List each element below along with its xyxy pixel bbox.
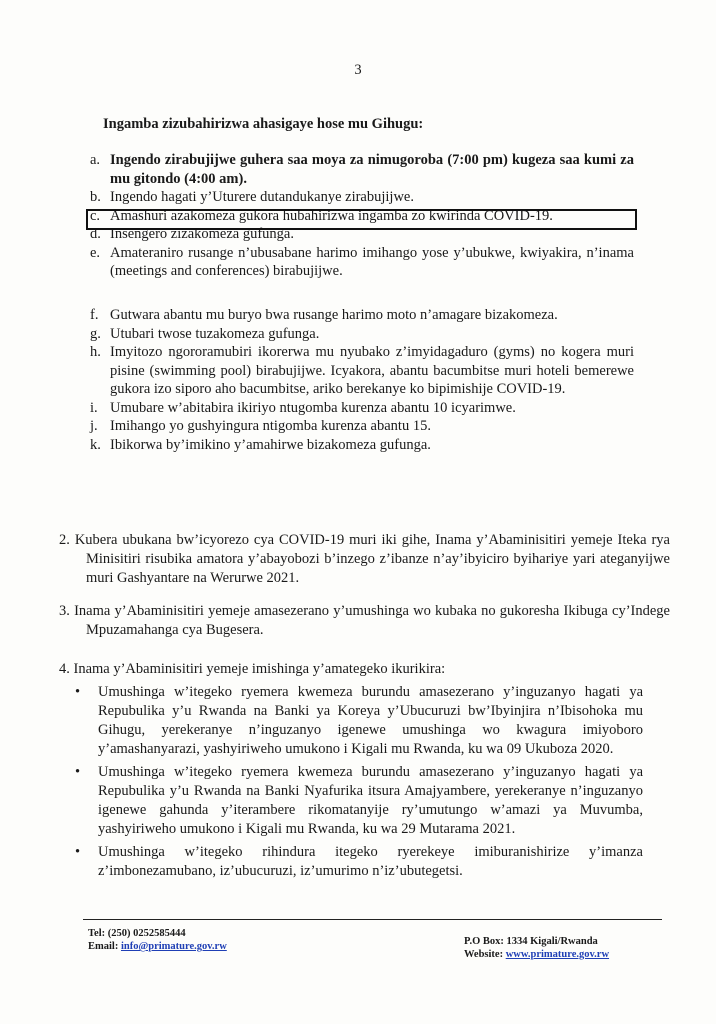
footer-divider [83,919,662,920]
list-item-text: Ingendo zirabujijwe guhera saa moya za nimugoroba (7:00 pm) kugeza saa kumi za mu gitondo (4:00 am). [110,152,634,187]
footer-contact [88,927,227,953]
footer-po-box: P.O Box: 1334 Kigali/Rwanda [464,936,598,947]
paragraph-3: 3. Inama y’Abaminisitiri yemeje amasezerano y’umushinga wo kubaka no gukoresha Ikibuga cy’Indege Mpuzamahanga cya Bugesera. [59,603,670,638]
bullet-item [75,683,643,759]
section-heading: Ingamba zizubahirizwa ahasigaye hose mu Gihugu: [103,116,424,132]
measures-list-2 [90,306,634,454]
list-item-text: Amateraniro rusange n’ubusabane harimo imihango yose y’ubukwe, kwiyakira, n’inama (meetings and conferences) birabujijwe. [110,244,634,279]
highlight-box [86,209,637,230]
footer-tel: Tel: (250) 0252585444 [88,928,186,939]
list-item-text: Amashuri azakomeza gukora hubahirizwa ingamba zo kwirinda COVID-19. [110,207,553,224]
list-item-text: Utubari twose tuzakomeza gufunga. [110,325,320,342]
list-item-text: Gutwara abantu mu buryo bwa rusange harimo moto n’amagare bizakomeza. [110,307,558,323]
list-item-text: Umubare w’abitabira ikiriyo ntugomba kurenza abantu 10 icyarimwe. [110,399,516,416]
list-item [90,151,634,188]
list-item [90,399,634,418]
footer-email-row [88,940,227,953]
list-marker: h. [90,344,101,360]
footer-email-label: Email: [88,941,121,952]
list-item [90,343,634,399]
list-item-text: Imyitozo ngororamubiri ikorerwa mu nyubako z’imyidagaduro (gyms) no kogera muri pisine (swimming pool) birabujijwe. Icyakora, abantu bacumbitse muri hoteli bemerewe gukora izo siporo aho bacumbitse, ariko berekanye ko bipimishije COVID-19. [110,344,634,397]
list-item-text: Imihango yo gushyingura ntigomba kurenza abantu 15. [110,418,431,434]
bullet-text: Umushinga w’itegeko ryemera kwemeza burundu amasezerano y’inguzanyo hagati ya Repubulika y’u Rwanda na Banki Nyafurika itsura Amajyambere, yerekeranye n’inguzanyo igenewe gahunda y’iterambere rikomatanyije ry’umutungo w’amazi ya Muvumba, yashyiriweho umukono i Kigali mu Rwanda, ku wa 29 Mutarama 2021. [98,764,643,837]
paragraph-2: 2. Kubera ubukana bw’icyorezo cya COVID-19 muri iki gihe, Inama y’Abaminisitiri yemeje Iteka rya Minisitiri risubika amatora y’abayobozi b’inzego z’ibanze n’ay’ibyiciro byihariye yari ateganyijwe muri Gashyantare na Werurwe 2021. [59,532,670,586]
bullet-icon: • [75,684,81,700]
list-item-text: Insengero zizakomeza gufunga. [110,226,294,242]
list-marker: a. [90,152,101,168]
bullet-text: Umushinga w’itegeko ryemera kwemeza burundu amasezerano y’inguzanyo hagati ya Repubulika y’u Rwanda na Banki ya Koreya y’Ubucuruzi bw’Ibyinjira n’Ibisohoka mu Gihugu, yerekeranye n’inguzanyo igenewe umushinga wo kwagura imiyoboro y’amashanyarazi, yashyiriweho umukono i Kigali mu Rwanda, ku wa 09 Ukuboza 2020. [98,684,643,757]
list-item [90,244,634,281]
email-link[interactable]: info@primature.gov.rw [120,941,227,952]
page-number: 3 [354,62,362,78]
bullet-text: Umushinga w’itegeko rihindura itegeko ryerekeye imiburanishirize y’imanza z’imbonezamubano, iz’ubucuruzi, iz’umurimo n’iz’ubutegetsi. [98,844,643,879]
list-item [90,436,634,455]
bullet-item [75,843,643,881]
list-marker: c. [90,207,101,224]
list-item [90,188,634,207]
list-item [90,325,634,344]
paragraph-4-intro: 4. Inama y’Abaminisitiri yemeje imishinga y’amategeko ikurikira: [59,661,446,677]
bullet-icon: • [75,764,81,780]
list-item [90,417,634,436]
list-marker: j. [90,418,98,434]
list-marker: k. [90,436,101,453]
bullet-icon: • [75,844,81,860]
list-marker: e. [90,244,101,261]
list-item-text: Ibikorwa by’imikino y’amahirwe bizakomeza gufunga. [110,436,431,453]
bullet-item [75,763,643,839]
footer-website-row [464,948,609,961]
list-marker: f. [90,307,99,323]
footer-address [464,935,609,961]
list-marker: i. [90,399,98,416]
list-item-text: Ingendo hagati y’Uturere dutandukanye zirabujijwe. [110,189,414,205]
website-link[interactable]: www.primature.gov.rw [505,949,610,960]
list-marker: g. [90,325,101,342]
list-marker: d. [90,226,101,242]
list-item [90,306,634,325]
paragraph-4-bullets [75,683,643,885]
footer-website-label: Website: [464,949,506,960]
list-marker: b. [90,189,101,205]
